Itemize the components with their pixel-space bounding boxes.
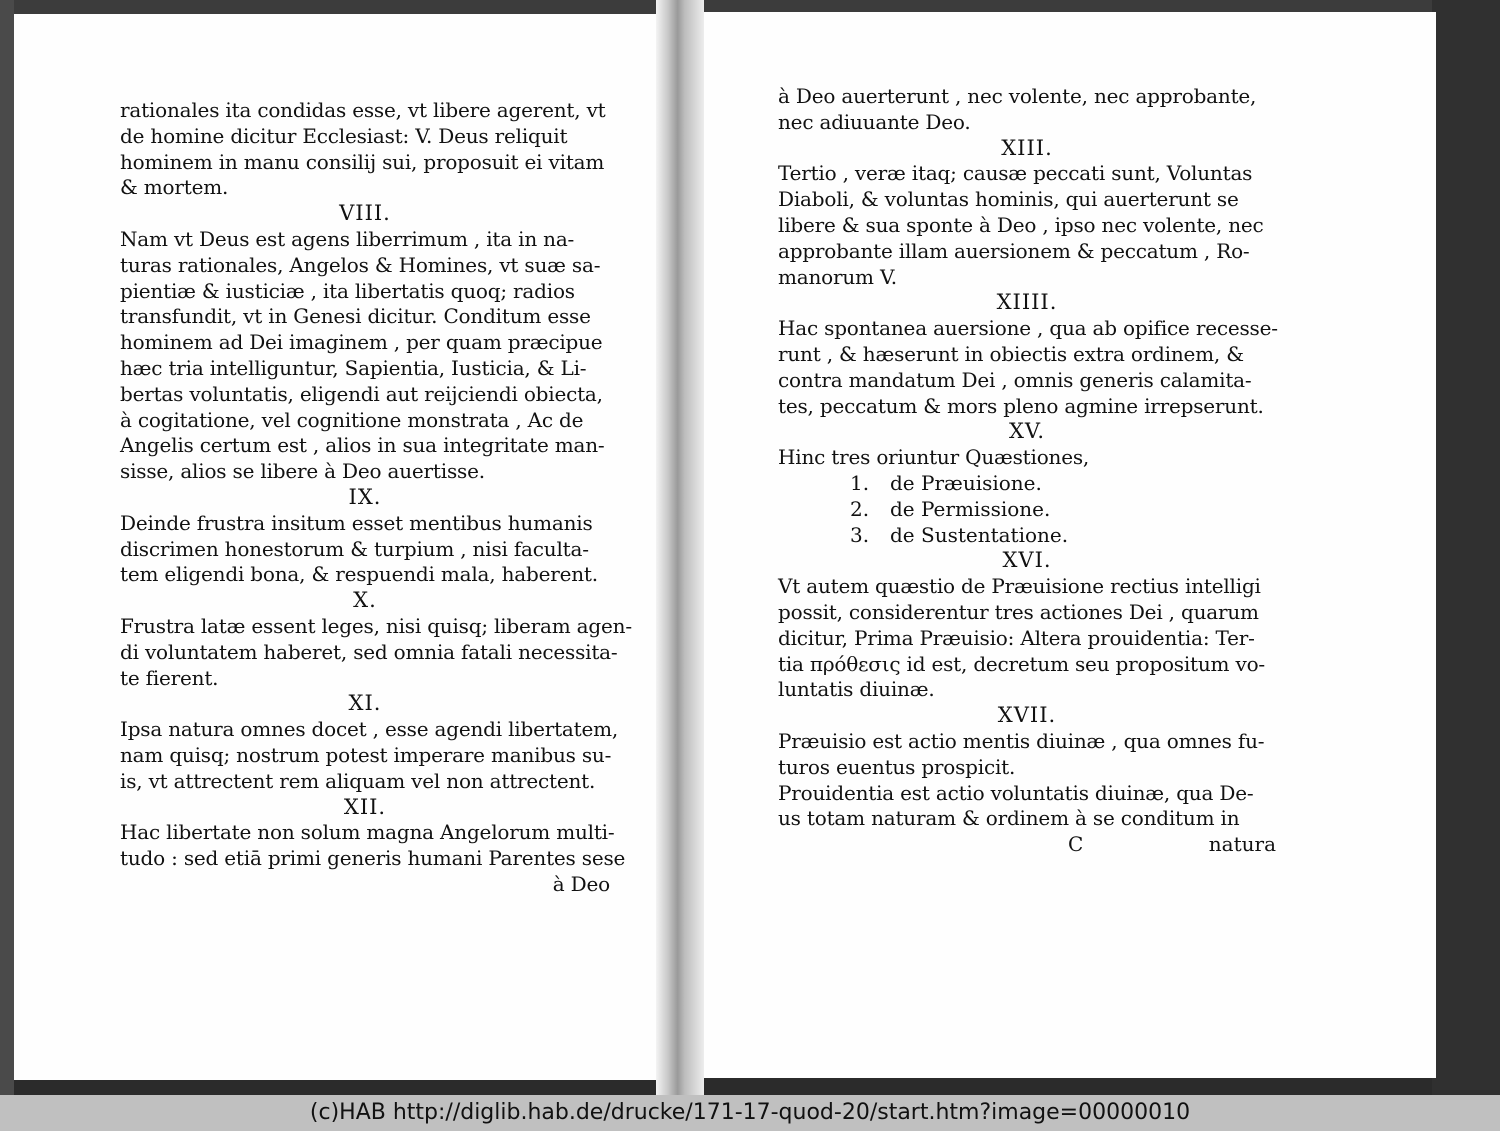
- text-line: pientiæ & iusticiæ , ita libertatis quoq; radios: [120, 278, 575, 303]
- question-item: [778, 497, 1276, 523]
- text-line: Prouidentia est actio voluntatis diuinæ, qua De-: [778, 780, 1254, 805]
- section-heading-ix: IX.: [348, 484, 382, 509]
- text-line: Hac libertate non solum magna Angelorum multi-: [120, 820, 615, 845]
- question-number: 1.: [850, 470, 870, 495]
- section-heading-xvi: XVI.: [1002, 548, 1052, 573]
- signature-line: [778, 832, 1276, 858]
- text-line: manorum V.: [778, 264, 897, 289]
- text-line: de homine dicitur Ecclesiast: V. Deus reliquit: [120, 123, 568, 148]
- text-line: à Deo auerterunt , nec volente, nec approbante,: [778, 84, 1257, 108]
- text-line: di voluntatem haberet, sed omnia fatali necessita-: [120, 639, 618, 664]
- text-line: approbante illam auersionem & peccatum , Ro-: [778, 238, 1250, 263]
- text-line: possit, considerentur tres actiones Dei , quarum: [778, 599, 1259, 624]
- right-page: [696, 12, 1436, 1078]
- left-page: [14, 14, 674, 1080]
- text-line: Ipsa natura omnes docet , esse agendi libertatem,: [120, 717, 619, 742]
- text-line: hæc tria intelliguntur, Sapientia, Iusticia, & Li-: [120, 355, 587, 380]
- question-item: [778, 523, 1276, 549]
- text-line: is, vt attrectent rem aliquam vel non attrectent.: [120, 768, 596, 793]
- section-heading-xi: XI.: [348, 691, 382, 716]
- question-number: 2.: [850, 496, 870, 521]
- text-line: Vt autem quæstio de Præuisione rectius intelligi: [778, 574, 1261, 599]
- text-line: luntatis diuinæ.: [778, 677, 935, 702]
- text-line: tudo : sed etiā primi generis humani Parentes sese: [120, 846, 626, 871]
- section-heading-xv: XV.: [1008, 419, 1046, 444]
- left-page-text: [120, 98, 632, 898]
- question-text: de Sustentatione.: [890, 522, 1069, 547]
- text-line: Hinc tres oriuntur Quæstiones,: [778, 445, 1090, 470]
- text-line: contra mandatum Dei , omnis generis calamita-: [778, 367, 1252, 392]
- question-text: de Præuisione.: [890, 470, 1042, 495]
- text-line: Frustra latæ essent leges, nisi quisq; liberam agen-: [120, 613, 632, 638]
- text-line: turos euentus prospicit.: [778, 754, 1016, 779]
- text-line: Præuisio est actio mentis diuinæ , qua omnes fu-: [778, 728, 1265, 753]
- section-heading-xiii: XIII.: [1001, 135, 1053, 160]
- text-line: libere & sua sponte à Deo , ipso nec volente, nec: [778, 212, 1264, 237]
- text-line: Tertio , veræ itaq; causæ peccati sunt, Voluntas: [778, 161, 1253, 186]
- question-item: [778, 471, 1276, 497]
- question-number: 3.: [850, 522, 870, 547]
- text-line: sisse, alios se libere à Deo auertisse.: [120, 459, 485, 484]
- text-line: Angelis certum est , alios in sua integritate man-: [120, 433, 605, 458]
- text-line: hominem ad Dei imaginem , per quam præcipue: [120, 330, 603, 355]
- text-line: tem eligendi bona, & respuendi mala, haberent.: [120, 562, 598, 587]
- right-page-text: [778, 84, 1276, 858]
- text-line: Hac spontanea auersione , qua ab opifice recesse-: [778, 316, 1278, 341]
- text-line: Nam vt Deus est agens liberrimum , ita in na-: [120, 226, 575, 251]
- section-heading-xvii: XVII.: [997, 703, 1057, 728]
- section-heading-x: X.: [353, 588, 377, 613]
- text-line: tes, peccatum & mors pleno agmine irrepserunt.: [778, 393, 1264, 418]
- text-line: te fierent.: [120, 665, 219, 690]
- text-line: & mortem.: [120, 175, 229, 200]
- signature-mark: C: [1068, 832, 1084, 857]
- text-line: turas rationales, Angelos & Homines, vt suæ sa-: [120, 252, 601, 277]
- text-line: rationales ita condidas esse, vt libere agerent, vt: [120, 98, 606, 122]
- text-line: Deinde frustra insitum esset mentibus humanis: [120, 510, 593, 535]
- section-heading-xii: XII.: [343, 794, 387, 819]
- text-line: transfundit, vt in Genesi dicitur. Conditum esse: [120, 304, 591, 329]
- section-heading-xiiii: XIIII.: [996, 290, 1058, 315]
- question-text: de Permissione.: [890, 496, 1051, 521]
- text-line: discrimen honestorum & turpium , nisi faculta-: [120, 536, 589, 561]
- text-line: nec adiuuante Deo.: [778, 109, 971, 134]
- text-line: us totam naturam & ordinem à se conditum in: [778, 806, 1240, 831]
- copyright-footer: (c)HAB http://diglib.hab.de/drucke/171-17-quod-20/start.htm?image=00000010: [0, 1095, 1500, 1131]
- catchword: natura: [1208, 832, 1276, 857]
- scan-right-edge: [1432, 0, 1500, 1095]
- scan-left-edge: [0, 0, 14, 1095]
- text-line: à cogitatione, vel cognitione monstrata , Ac de: [120, 407, 584, 432]
- text-line: Diaboli, & voluntas hominis, qui auerterunt se: [778, 187, 1239, 212]
- book-gutter: [656, 0, 704, 1095]
- text-line: hominem in manu consilij sui, proposuit ei vitam: [120, 149, 605, 174]
- text-line: tia πρόθεσις id est, decretum seu propositum vo-: [778, 651, 1265, 676]
- text-line: bertas voluntatis, eligendi aut reijciendi obiecta,: [120, 381, 603, 406]
- catchword: à Deo: [552, 871, 610, 896]
- section-heading-viii: VIII.: [339, 201, 391, 226]
- text-line: nam quisq; nostrum potest imperare manibus su-: [120, 742, 612, 767]
- text-line: runt , & hæserunt in obiectis extra ordinem, &: [778, 341, 1244, 366]
- text-line: dicitur, Prima Præuisio: Altera prouidentia: Ter-: [778, 625, 1255, 650]
